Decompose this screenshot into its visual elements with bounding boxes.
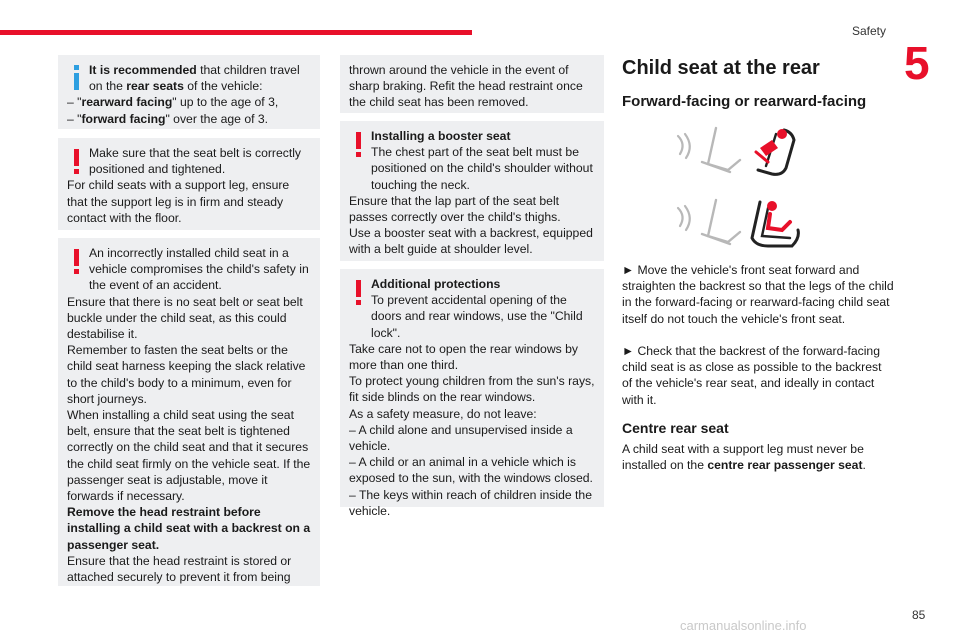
warning-icon	[351, 132, 367, 158]
centre-rear-seat-heading: Centre rear seat	[622, 420, 729, 436]
page-number: 85	[912, 608, 926, 622]
paragraph: Ensure that the lap part of the seat belt passes correctly over the child's thighs.	[349, 193, 561, 225]
chapter-number: 5	[904, 37, 930, 89]
instruction-step-2: ► Check that the backrest of the forward-facing child seat is as close as possible to the backrest of the vehicle's rear seat, and ideally in contact with it.	[622, 344, 882, 407]
warning-box-booster-seat	[340, 121, 604, 261]
page-heading: Child seat at the rear	[622, 57, 820, 79]
warning-box-installation	[58, 238, 320, 586]
text: Make sure that the seat belt is correctly positioned and tightened.	[89, 146, 302, 177]
continuation-box	[340, 55, 604, 113]
warning-icon	[351, 280, 367, 306]
instruction-step-1: ► Move the vehicle's front seat forward and straighten the backrest so that the legs of the child in the forward-facing or rearward-facing child seat itself do not touch the vehicle's front seat.	[622, 263, 894, 326]
warning-paragraph	[67, 145, 311, 177]
paragraph-bold: Remove the head restraint before installing a child seat with a backrest on a passenger seat.	[67, 505, 311, 552]
child-seat-orientation-illustration	[672, 122, 822, 262]
paragraph: As a safety measure, do not leave:	[349, 406, 537, 421]
paragraph: To protect young children from the sun's rays, fit side blinds on the rear windows.	[349, 374, 595, 405]
info-icon	[69, 65, 85, 91]
list-item: – A child alone and unsupervised inside a vehicle.	[349, 422, 573, 454]
paragraph: Remember to fasten the seat belts or the child seat harness keeping the slack relative to the child's body to a minimum, even for short journeys.	[67, 343, 306, 406]
paragraph: Take care not to open the rear windows by more than one third.	[349, 341, 578, 373]
subheading: Forward-facing or rearward-facing	[622, 93, 867, 110]
bold-text: It is recommended	[89, 63, 197, 77]
paragraph: Use a booster seat with a backrest, equipped with a belt guide at shoulder level.	[349, 226, 593, 257]
paragraph: When installing a child seat using the seat belt, ensure that the seat belt is tightened correctly on the child seat and that it secures the child seat firmly on the vehicle seat. If the passenger seat is adjustable, move it forwards if necessary.	[67, 408, 311, 504]
rearward-facing-row	[678, 128, 794, 174]
centre-rear-seat-text: A child seat with a support leg must never be installed on the centre rear passenger seat.	[622, 442, 866, 473]
paragraph: For child seats with a support leg, ensure that the support leg is in firm and steady contact with the floor.	[67, 178, 290, 225]
warning-title: Installing a booster seat The chest part of the seat belt must be positioned on the child's shoulder without touching the neck.	[349, 128, 595, 193]
info-paragraph	[67, 62, 311, 94]
text: of the vehicle:	[183, 79, 263, 94]
watermark: carmanualsonline.info	[680, 618, 807, 633]
section-title: Safety	[852, 24, 887, 38]
list-item: – "forward facing" over the age of 3.	[67, 111, 269, 126]
paragraph: Ensure that there is no seat belt or seat belt buckle under the child seat, as this could destabilise it.	[67, 294, 303, 342]
paragraph: Ensure that the head restraint is stored or attached securely to prevent it from being	[67, 553, 292, 585]
paragraph: thrown around the vehicle in the event of sharp braking. Refit the head restraint once the child seat has been removed.	[349, 63, 583, 110]
list-item: – The keys within reach of children inside the vehicle.	[349, 487, 592, 518]
list-item: – A child or an animal in a vehicle which is exposed to the sun, with the windows closed.	[349, 455, 593, 486]
forward-facing-row	[678, 200, 798, 246]
warning-box-seatbelt	[58, 138, 320, 230]
list-item: – "rearward facing" up to the age of 3,	[67, 95, 279, 110]
header-accent-bar	[0, 30, 472, 35]
warning-box-additional-protections	[340, 269, 604, 518]
text: An incorrectly installed child seat in a vehicle compromises the child's safety in the event of an accident.	[89, 246, 309, 293]
warning-title: Additional protections To prevent accidental opening of the doors and rear windows, use the "Child lock".	[349, 276, 595, 341]
info-box-recommendation	[58, 55, 320, 129]
warning-icon	[69, 249, 85, 275]
bold-text: rear seats	[126, 79, 184, 94]
warning-paragraph	[67, 245, 311, 294]
text: that children travel on the	[89, 63, 300, 94]
warning-icon	[69, 149, 85, 175]
